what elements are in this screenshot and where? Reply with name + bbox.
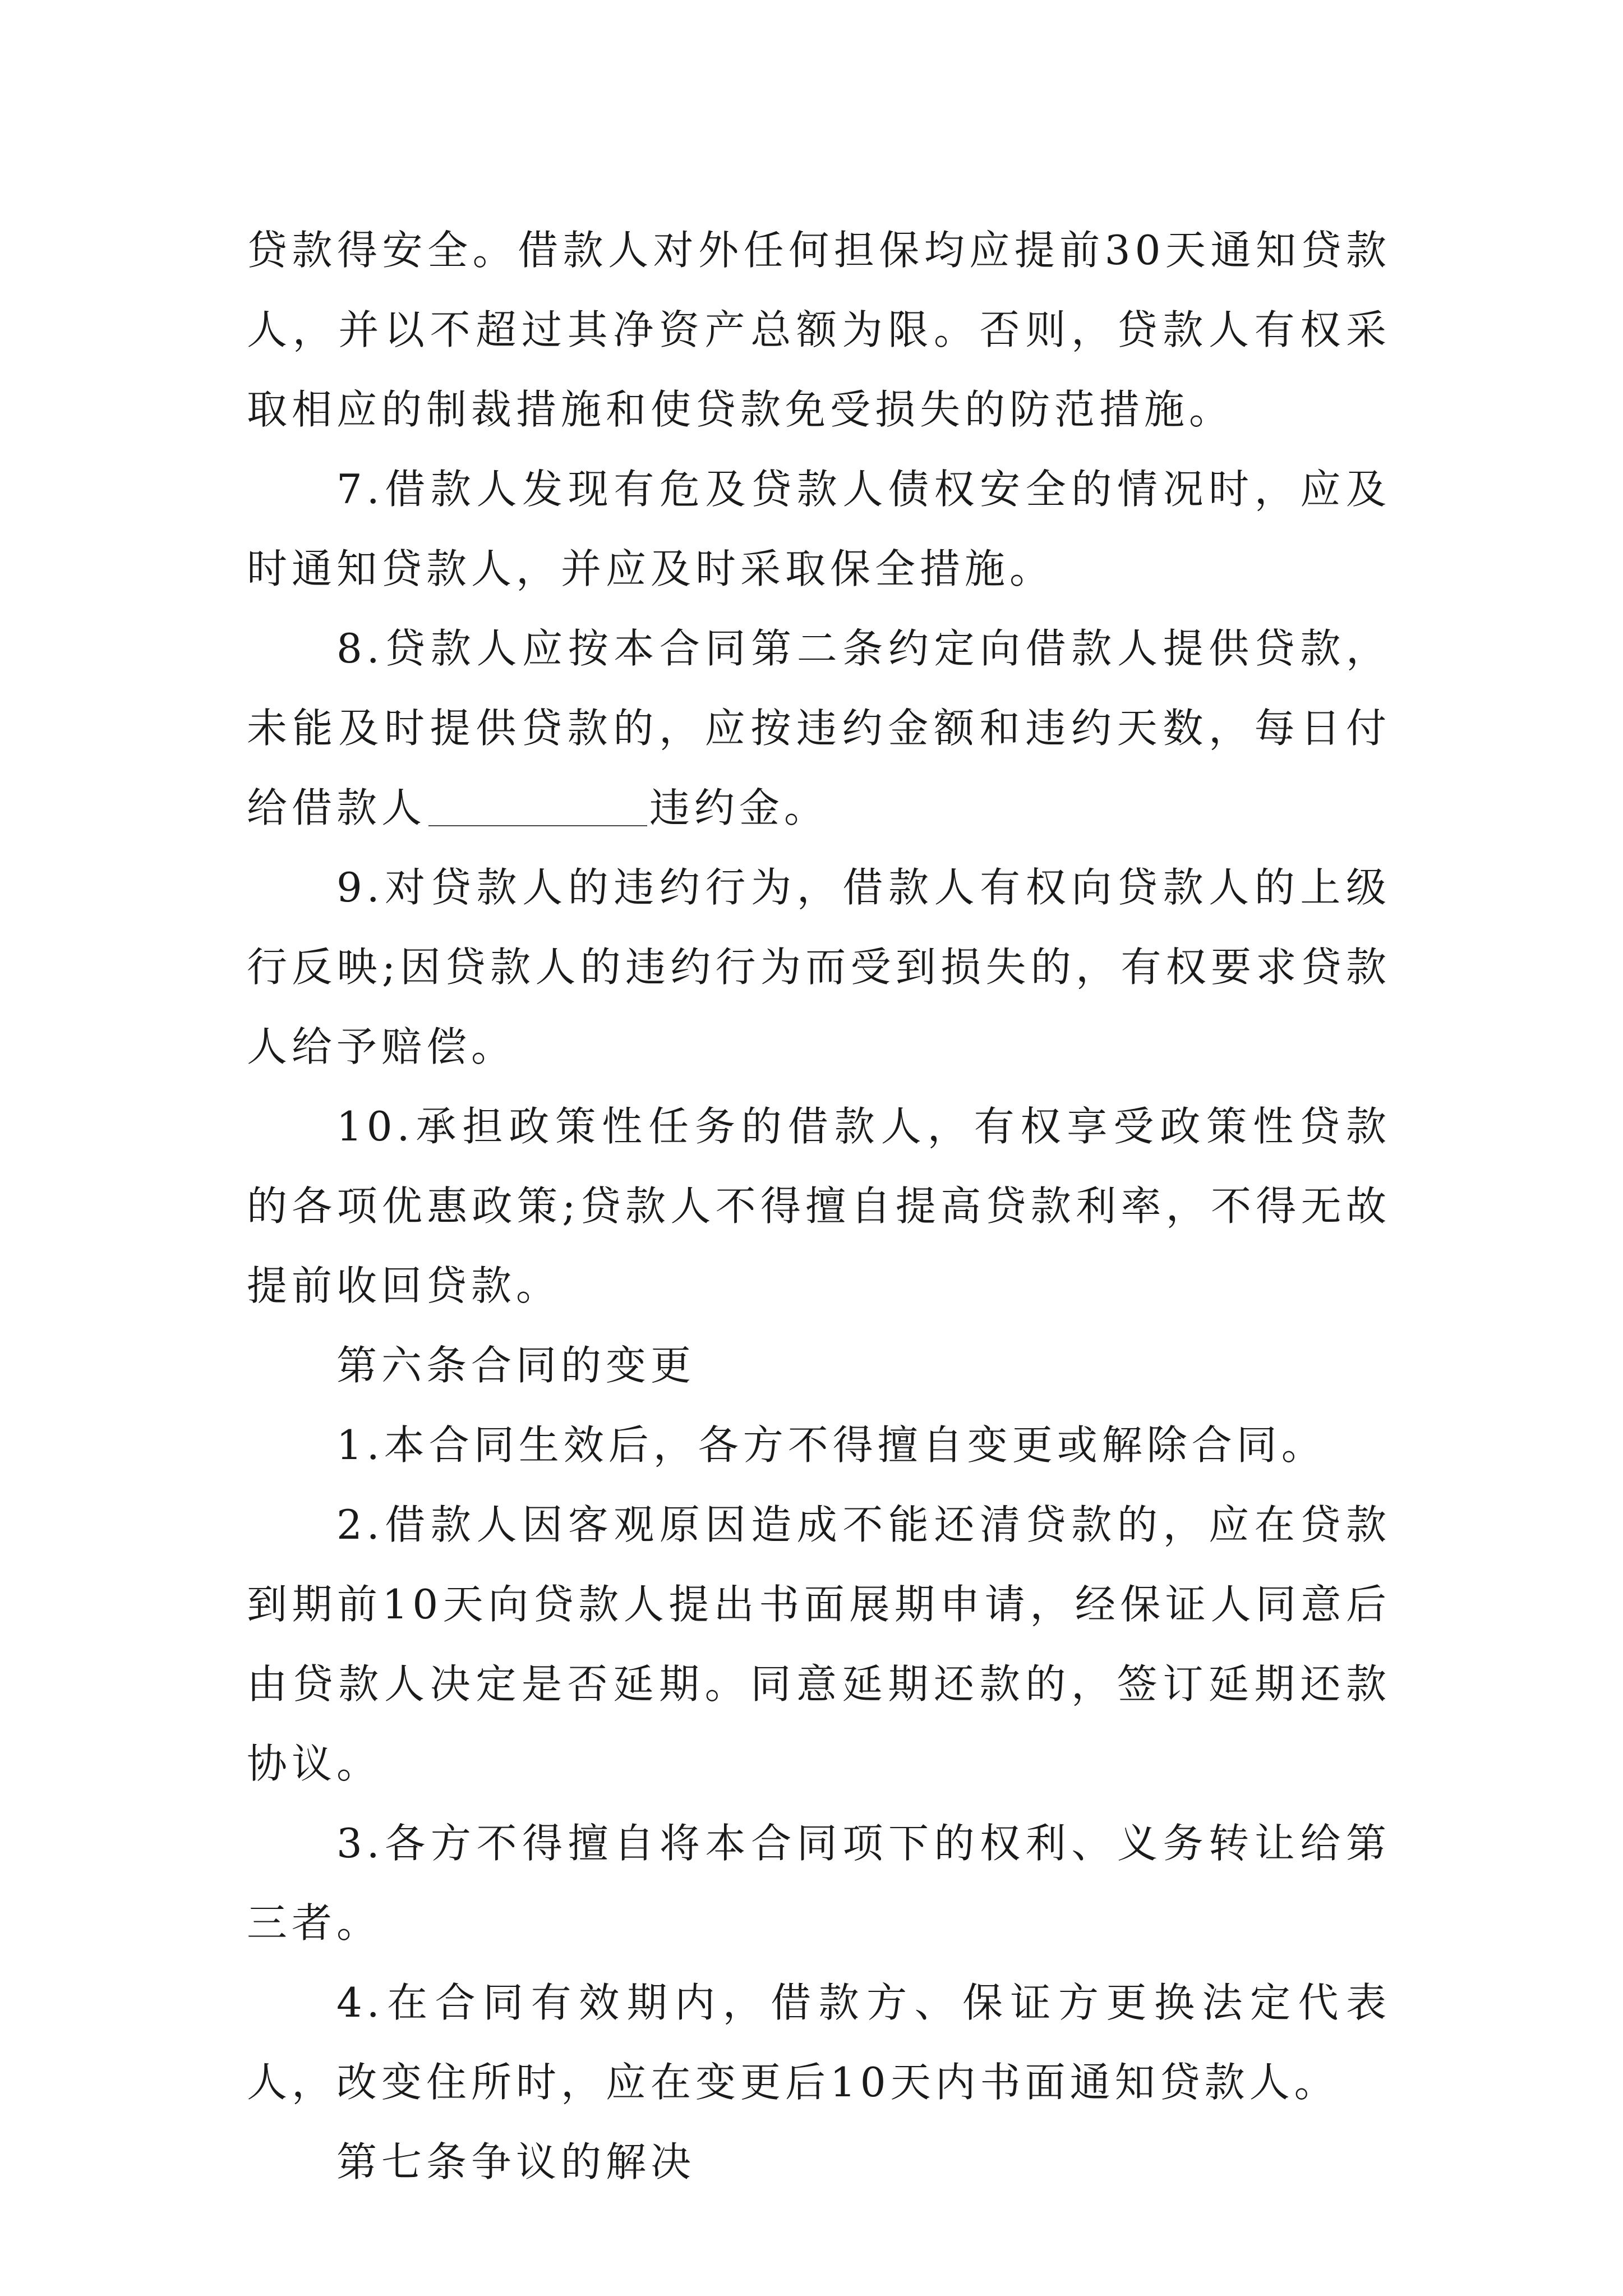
change-clause-4: 4.在合同有效期内，借款方、保证方更换法定代表人，改变住所时，应在变更后10天内书面通知贷款人。 [247,1979,1391,2106]
change-clause-3: 3.各方不得擅自将本合同项下的权利、义务转让给第三者。 [247,1820,1391,1947]
paragraph-continuation: 贷款得安全。借款人对外任何担保均应提前30天通知贷款人，并以不超过其净资产总额为限。否则，贷款人有权采取相应的制裁措施和使贷款免受损失的防范措施。 [247,227,1391,433]
clause-8-text-after: 违约金。 [649,784,829,831]
change-clause-2: 2.借款人因客观原因造成不能还清贷款的，应在贷款到期前10天向贷款人提出书面展期申请，经保证人同意后由贷款人决定是否延期。同意延期还款的，签订延期还款协议。 [247,1501,1391,1787]
section-heading-6: 第六条合同的变更 [336,1342,696,1389]
fill-in-blank [428,780,647,826]
clause-9: 9.对贷款人的违约行为，借款人有权向贷款人的上级行反映;因贷款人的违约行为而受到损失的，有权要求贷款人给予赔偿。 [247,864,1391,1070]
clause-10: 10.承担政策性任务的借款人，有权享受政策性贷款的各项优惠政策;贷款人不得擅自提高贷款利率，不得无故提前收回贷款。 [247,1103,1391,1309]
clause-8-text-before: 8.贷款人应按本合同第二条约定向借款人提供贷款，未能及时提供贷款的，应按违约金额和违约天数，每日付给借款人 [247,625,1391,831]
document-body [247,210,1391,2202]
clause-7: 7.借款人发现有危及贷款人债权安全的情况时，应及时通知贷款人，并应及时采取保全措施。 [247,466,1391,592]
change-clause-1: 1.本合同生效后，各方不得擅自变更或解除合同。 [336,1421,1326,1469]
section-heading-7: 第七条争议的解决 [336,2138,696,2185]
clause-8 [247,609,1391,848]
